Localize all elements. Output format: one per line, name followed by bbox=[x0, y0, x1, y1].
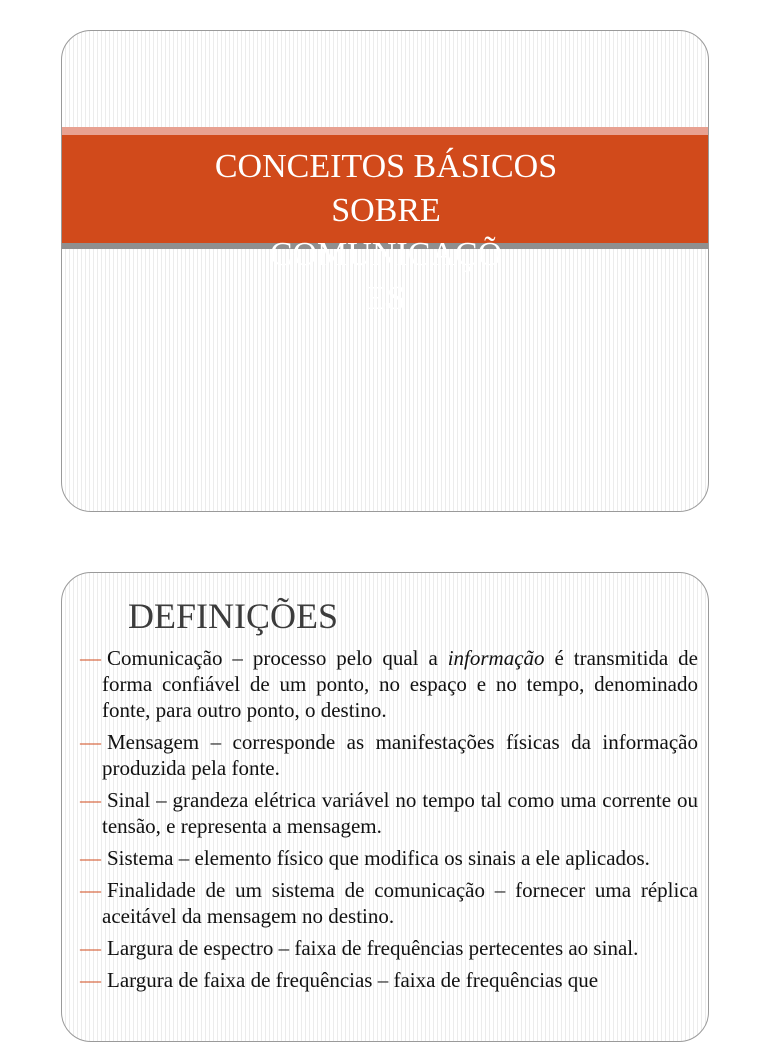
dash-bullet-icon: — bbox=[80, 730, 101, 754]
definition-text: Finalidade de um sistema de comunicação – fornecer uma réplica aceitável da mensagem no destino. bbox=[102, 878, 698, 928]
dash-bullet-icon: — bbox=[80, 846, 101, 870]
dash-bullet-icon: — bbox=[80, 936, 101, 960]
definition-item-sinal bbox=[80, 787, 698, 839]
title-slide bbox=[61, 30, 709, 512]
dash-bullet-icon: — bbox=[80, 878, 101, 902]
definition-text: Mensagem – corresponde as manifestações físicas da informação produzida pela fonte. bbox=[102, 730, 698, 780]
slide-title-line: SOBRE bbox=[331, 192, 441, 229]
dash-bullet-icon: — bbox=[80, 646, 101, 670]
slide-title-line: ES bbox=[366, 280, 406, 317]
definition-text: Largura de espectro – faixa de frequências pertecentes ao sinal. bbox=[107, 936, 639, 960]
definitions-heading: DEFINIÇÕES bbox=[128, 596, 339, 636]
dash-bullet-icon: — bbox=[80, 788, 101, 812]
definition-item-finalidade bbox=[80, 877, 698, 929]
definition-text: Comunicação – processo pelo qual a bbox=[107, 646, 448, 670]
definitions-list bbox=[80, 645, 698, 999]
definition-item-sistema bbox=[80, 845, 698, 871]
slide-title-line: CONCEITOS BÁSICOS bbox=[214, 148, 558, 185]
definition-item-largura-faixa bbox=[80, 967, 698, 993]
slide-title bbox=[172, 145, 600, 321]
definition-item-largura-espectro bbox=[80, 935, 698, 961]
dash-bullet-icon: — bbox=[80, 968, 101, 992]
definition-text: Sistema – elemento físico que modifica os sinais a ele aplicados. bbox=[107, 846, 650, 870]
definition-text: Sinal – grandeza elétrica variável no tempo tal como uma corrente ou tensão, e representa a mensagem. bbox=[102, 788, 698, 838]
slide-title-line: COMUNICAÇÕ bbox=[269, 236, 503, 273]
definition-emphasis: informação bbox=[447, 646, 545, 670]
definition-text: Largura de faixa de frequências – faixa de frequências que bbox=[107, 968, 599, 992]
definition-item-mensagem bbox=[80, 729, 698, 781]
definitions-slide bbox=[61, 572, 709, 1042]
definition-item-comunicacao bbox=[80, 645, 698, 723]
title-band-highlight bbox=[62, 127, 708, 135]
definition-text: é transmitida de forma confiável de um ponto, no espaço e no tempo, denominado fonte, para outro ponto, o destino. bbox=[102, 646, 698, 722]
